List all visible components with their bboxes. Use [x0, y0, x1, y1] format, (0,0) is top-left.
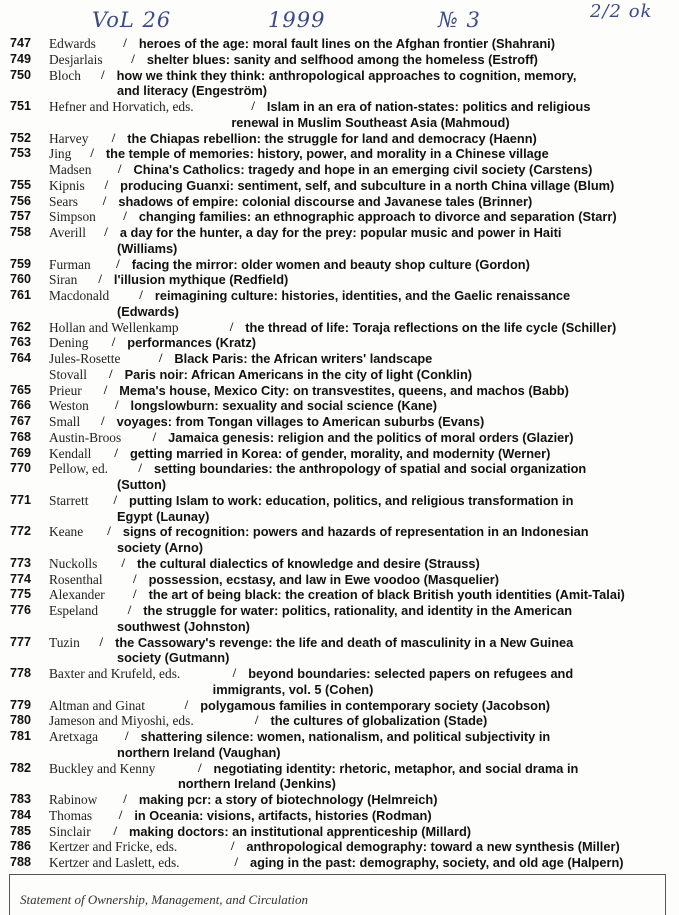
separator-slash: / [131, 51, 135, 66]
entry-author: Small [49, 414, 81, 429]
separator-slash: / [127, 603, 132, 617]
list-item [0, 194, 679, 210]
entry-title-continued: northern Ireland (Jenkins) [177, 776, 336, 792]
entry-title: the temple of memories: history, power, and morality in a Chinese village [105, 146, 549, 162]
separator-slash: / [123, 792, 127, 806]
separator-slash: / [152, 429, 157, 444]
review-list [0, 36, 679, 871]
entry-title: Jamaica genesis: religion and the politics of moral orders (Glazier) [168, 429, 574, 445]
list-item [0, 52, 679, 68]
separator-slash: / [98, 272, 102, 287]
entry-title: heroes of the age: moral fault lines on the Afghan frontier (Shahrani) [138, 36, 555, 51]
entry-title: making pcr: a story of biotechnology (Helmreich) [138, 792, 438, 807]
list-item [0, 556, 679, 572]
separator-slash: / [113, 492, 118, 507]
entry-title: the Cassowary's revenge: the life and death of masculinity in a New Guinea [115, 634, 574, 650]
entry-author: Jing [49, 146, 72, 162]
entry-title: the art of being black: the creation of black British youth identities (Amit-Talai) [148, 587, 625, 603]
separator-slash: / [103, 382, 108, 397]
entry-author: Nuckolls [49, 555, 98, 571]
entry-title-continued: (Sutton) [117, 477, 167, 492]
entry-number: 765 [10, 382, 32, 397]
list-item [0, 398, 679, 414]
entry-title-continued: society (Arno) [117, 540, 204, 555]
entry-number: 761 [10, 288, 32, 302]
entry-number: 752 [10, 130, 32, 145]
entry-title: facing the mirror: older women and beauty shop culture (Gordon) [131, 256, 530, 272]
entry-number: 753 [10, 146, 32, 161]
separator-slash: / [90, 146, 94, 161]
handwritten-number: № 3 [438, 8, 481, 32]
entry-number: 780 [10, 713, 32, 728]
entry-author: Hollan and Wellenkamp [49, 319, 179, 335]
entry-number: 776 [10, 603, 32, 617]
entry-title: voyages: from Tongan villages to American suburbs (Evans) [116, 414, 485, 429]
entry-number: 771 [10, 492, 32, 507]
list-item [0, 209, 679, 225]
entry-author: Rosenthal [49, 571, 103, 587]
entry-author: Siran [49, 272, 78, 288]
list-item [0, 320, 679, 336]
list-item [0, 367, 679, 383]
handwritten-year: 1999 [268, 8, 326, 32]
list-item [0, 587, 679, 603]
list-item [0, 713, 679, 729]
entry-number: 747 [10, 36, 32, 50]
entry-number: 766 [10, 398, 32, 413]
entry-author: Tuzin [49, 634, 80, 650]
list-item [0, 36, 679, 52]
entry-number: 755 [10, 177, 32, 192]
entry-title: signs of recognition: powers and hazards of representation in an Indonesian [122, 524, 589, 540]
entry-number: 782 [10, 760, 32, 775]
separator-slash: / [184, 697, 189, 712]
list-item [0, 430, 679, 446]
entry-number: 777 [10, 634, 32, 649]
entry-title: the thread of life: Toraja reflections on the life cycle (Schiller) [245, 319, 617, 335]
separator-slash: / [139, 288, 143, 302]
list-item [0, 635, 679, 667]
list-item [0, 808, 679, 824]
separator-slash: / [114, 398, 119, 413]
statement-box [9, 874, 666, 915]
entry-number: 778 [10, 666, 32, 680]
entry-title: performances (Kratz) [127, 335, 256, 351]
entry-author: Macdonald [49, 288, 110, 303]
separator-slash: / [102, 193, 107, 208]
entry-author: Furman [49, 256, 91, 272]
separator-slash: / [254, 713, 259, 728]
entry-title: possession, ecstasy, and law in Ewe voodoo (Masquelier) [148, 571, 499, 587]
entry-author: Stovall [49, 366, 87, 382]
entry-title: anthropological demography: toward a new synthesis (Miller) [246, 839, 620, 855]
entry-author: Madsen [49, 162, 92, 177]
separator-slash: / [101, 67, 105, 82]
list-item [0, 666, 679, 698]
entry-author: Weston [49, 398, 89, 414]
entry-number: 784 [10, 807, 32, 822]
separator-slash: / [101, 414, 105, 428]
entry-title: making doctors: an institutional apprenticeship (Millard) [129, 823, 472, 839]
entry-number: 783 [10, 792, 32, 806]
separator-slash: / [114, 445, 118, 460]
separator-slash: / [104, 177, 109, 192]
list-item [0, 146, 679, 162]
entry-author: Altman and Ginat [49, 697, 145, 713]
entry-title: a day for the hunter, a day for the prey: popular music and power in Haiti [119, 225, 562, 240]
entry-author: Sears [49, 193, 79, 209]
entry-title: in Oceania: visions, artifacts, histories (Rodman) [134, 807, 432, 823]
separator-slash: / [133, 587, 137, 602]
list-item [0, 225, 679, 257]
entry-title: beyond boundaries: selected papers on refugees and [248, 666, 574, 681]
entry-title: the cultural dialectics of knowledge and desire (Strauss) [137, 555, 480, 571]
list-item [0, 572, 679, 588]
entry-author: Averill [49, 225, 86, 240]
entry-number: 758 [10, 225, 32, 239]
separator-slash: / [125, 729, 129, 743]
separator-slash: / [107, 524, 111, 539]
separator-slash: / [158, 351, 163, 365]
list-item [0, 839, 679, 855]
entry-author: Desjarlais [49, 51, 103, 67]
entry-title: the cultures of globalization (Stade) [270, 713, 488, 729]
entry-author: Austin-Broos [49, 429, 122, 445]
list-item [0, 178, 679, 194]
list-item [0, 461, 679, 493]
separator-slash: / [133, 571, 137, 586]
entry-author: Simpson [49, 209, 96, 225]
entry-title: the struggle for water: politics, rationality, and identity in the American [143, 603, 573, 618]
entry-title-continued: northern Ireland (Vaughan) [117, 744, 281, 760]
separator-slash: / [138, 461, 142, 476]
entry-title-continued: immigrants, vol. 5 (Cohen) [212, 681, 374, 697]
list-item [0, 729, 679, 761]
separator-slash: / [234, 855, 238, 869]
separator-slash: / [121, 555, 126, 570]
entry-title: China's Catholics: tragedy and hope in an emerging civil society (Carstens) [133, 162, 593, 177]
entry-author: Dening [49, 335, 89, 351]
entry-author: Edwards [49, 36, 96, 51]
entry-title: setting boundaries: the anthropology of spatial and social organization [153, 461, 587, 477]
list-item [0, 257, 679, 273]
entry-number: 769 [10, 445, 32, 460]
list-item [0, 162, 679, 178]
entry-author: Kipnis [49, 177, 85, 193]
separator-slash: / [232, 666, 237, 680]
entry-title-continued: southwest (Johnston) [117, 618, 250, 634]
entry-number: 773 [10, 555, 32, 570]
entry-author: Buckley and Kenny [49, 760, 156, 776]
entry-title: Black Paris: the African writers' landscape [174, 351, 433, 366]
separator-slash: / [116, 256, 120, 271]
list-item [0, 603, 679, 635]
separator-slash: / [123, 36, 127, 50]
entry-number: 759 [10, 256, 32, 271]
entry-number: 768 [10, 429, 32, 444]
separator-slash: / [117, 162, 122, 176]
entry-author: Kendall [49, 445, 92, 461]
entry-title: Mema's house, Mexico City: on transvestites, queens, and machos (Babb) [119, 382, 569, 398]
separator-slash: / [109, 366, 113, 381]
entry-number: 785 [10, 823, 32, 838]
separator-slash: / [111, 130, 116, 145]
entry-title-continued: and literacy (Engeström) [117, 83, 268, 99]
entry-author: Starrett [49, 492, 89, 508]
statement-heading: Statement of Ownership, Management, and Circulation [20, 892, 309, 907]
entry-title: getting married in Korea: of gender, morality, and modernity (Werner) [129, 445, 551, 461]
entry-title-continued: Egypt (Launay) [117, 508, 210, 524]
list-item [0, 824, 679, 840]
list-item [0, 288, 679, 320]
list-item [0, 351, 679, 367]
separator-slash: / [99, 634, 104, 649]
separator-slash: / [113, 823, 118, 838]
entry-number: 774 [10, 571, 32, 586]
separator-slash: / [111, 335, 116, 350]
separator-slash: / [230, 839, 235, 854]
entry-number: 749 [10, 51, 32, 66]
entry-title: putting Islam to work: education, politics, and religious transformation in [129, 492, 574, 508]
entry-author: Rabinow [49, 792, 98, 807]
separator-slash: / [251, 99, 255, 113]
separator-slash: / [104, 225, 108, 239]
entry-author: Sinclair [49, 823, 91, 839]
separator-slash: / [123, 209, 127, 224]
entry-author: Thomas [49, 807, 93, 823]
entry-author: Pellow, ed. [49, 461, 109, 477]
entry-author: Bloch [49, 67, 81, 83]
entry-title-continued: (Williams) [117, 240, 178, 256]
entry-author: Alexander [49, 587, 105, 603]
entry-title: longslowburn: sexuality and social science (Kane) [130, 398, 438, 414]
entry-title: Islam in an era of nation-states: politics and religious [266, 99, 591, 114]
entry-number: 775 [10, 587, 32, 602]
list-item [0, 446, 679, 462]
list-item [0, 761, 679, 793]
entry-number: 788 [10, 855, 32, 869]
entry-number: 781 [10, 729, 32, 743]
entry-number: 763 [10, 335, 32, 350]
entry-number: 770 [10, 461, 32, 476]
entry-number: 750 [10, 67, 32, 82]
list-item [0, 131, 679, 147]
handwritten-checkmark: 2/2 ok [590, 1, 653, 22]
entry-author: Hefner and Horvatich, eds. [49, 99, 194, 114]
list-item [0, 335, 679, 351]
entry-number: 762 [10, 319, 32, 334]
entry-number: 760 [10, 272, 32, 287]
entry-title: polygamous families in contemporary society (Jacobson) [200, 697, 551, 713]
list-item [0, 272, 679, 288]
entry-author: Aretxaga [49, 729, 99, 744]
list-item [0, 414, 679, 430]
entry-number: 764 [10, 351, 32, 365]
entry-title: Paris noir: African Americans in the city of light (Conklin) [124, 366, 473, 382]
entry-title: negotiating identity: rhetoric, metaphor, and social drama in [213, 760, 579, 776]
entry-author: Espeland [49, 603, 99, 618]
entry-title: reimagining culture: histories, identities, and the Gaelic renaissance [154, 288, 571, 303]
separator-slash: / [229, 319, 234, 334]
entry-title: shadows of empire: colonial discourse and Javanese tales (Brinner) [118, 193, 533, 209]
separator-slash: / [197, 760, 202, 775]
entry-title: producing Guanxi: sentiment, self, and subculture in a north China village (Blum) [120, 177, 615, 193]
entry-author: Jameson and Miyoshi, eds. [49, 713, 194, 729]
entry-author: Kertzer and Fricke, eds. [49, 839, 178, 855]
list-item [0, 493, 679, 525]
entry-title: l'illusion mythique (Redfield) [113, 272, 289, 288]
entry-author: Keane [49, 524, 84, 540]
entry-number: 779 [10, 697, 32, 712]
entry-title: shattering silence: women, nationalism, and political subjectivity in [140, 729, 551, 744]
entry-number: 786 [10, 839, 32, 854]
entry-number: 751 [10, 99, 32, 113]
list-item [0, 792, 679, 808]
entry-number: 772 [10, 524, 32, 539]
entry-title: changing families: an ethnographic approach to divorce and separation (Starr) [138, 209, 617, 225]
list-item [0, 855, 679, 871]
handwritten-volume: VoL 26 [92, 8, 172, 32]
entry-title-continued: renewal in Muslim Southeast Asia (Mahmoud) [231, 114, 510, 130]
entry-title: the Chiapas rebellion: the struggle for land and democracy (Haenn) [127, 130, 537, 146]
entry-author: Jules-Rosette [49, 351, 121, 366]
entry-title: aging in the past: demography, society, and old age (Halpern) [250, 855, 624, 870]
entry-number: 757 [10, 209, 32, 224]
entry-title-continued: (Edwards) [117, 303, 179, 319]
entry-author: Kertzer and Laslett, eds. [49, 855, 180, 870]
entry-title-continued: society (Gutmann) [117, 650, 230, 666]
list-item [0, 68, 679, 100]
entry-title: shelter blues: sanity and selfhood among the homeless (Estroff) [146, 51, 538, 67]
list-item [0, 383, 679, 399]
entry-author: Baxter and Krufeld, eds. [49, 666, 181, 681]
entry-author: Prieur [49, 382, 82, 398]
list-item [0, 99, 679, 131]
entry-title: how we think they think: anthropological approaches to cognition, memory, [116, 67, 577, 83]
list-item [0, 524, 679, 556]
list-item [0, 698, 679, 714]
separator-slash: / [118, 807, 123, 822]
entry-author: Harvey [49, 130, 89, 146]
entry-number: 756 [10, 193, 32, 208]
entry-number: 767 [10, 414, 32, 428]
